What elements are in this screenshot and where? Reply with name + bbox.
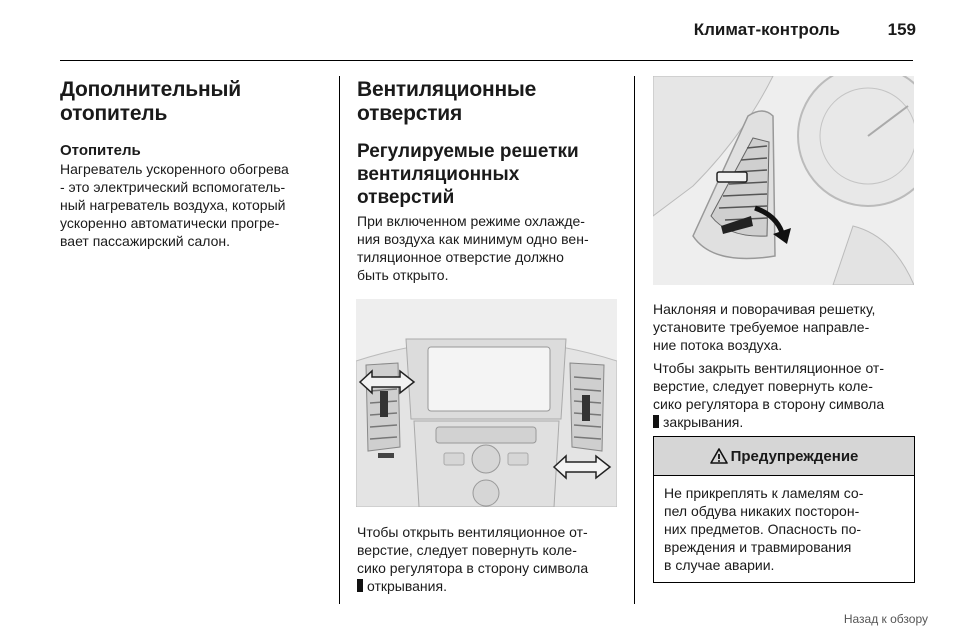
warning-title: Предупреждение (730, 447, 859, 465)
header-divider (60, 60, 913, 61)
heading-additional-heater: Дополнительный отопитель (60, 78, 241, 125)
open-vent-text-end: открывания. (367, 578, 447, 594)
warning-text: Не прикреплять к ламелям со- пел обдува никаких посторон- них предметов. Опасность по- вреждения и травмирования в случае аварии. (664, 485, 864, 573)
page-number: 159 (887, 20, 916, 39)
warning-triangle-icon (710, 448, 728, 464)
section-title: Климат-контроль (693, 20, 840, 39)
heading-air-vents: Вентиляционные отверстия (357, 78, 537, 125)
warning-box (653, 436, 915, 583)
column-divider-1 (339, 76, 340, 604)
warning-header (654, 437, 914, 476)
column-2 (357, 78, 627, 284)
close-vent-text-end: закрывания. (663, 414, 744, 430)
close-vent-text: Чтобы закрыть вентиляционное от- верстие, следует повернуть коле- сико регулятора в сторону символа (653, 360, 885, 412)
open-symbol-icon (357, 579, 363, 592)
column-3-text (653, 300, 923, 431)
open-vent-caption (357, 523, 627, 595)
column-1 (60, 78, 330, 250)
dashboard-vents-illustration (356, 299, 617, 507)
subheading-heater: Отопитель (60, 142, 141, 159)
subheading-adjustable-vents: Регулируемые решетки вентиляционных отверстий (357, 141, 579, 208)
adjust-direction-paragraph: Наклоняя и поворачивая решетку, установите требуемое направле- ние потока воздуха. (653, 301, 876, 353)
heater-paragraph: Нагреватель ускоренного обогрева - это электрический вспомогатель- ный нагреватель воздуха, который ускоренно автоматически прогре- вает пассажирский салон. (60, 161, 289, 249)
vents-paragraph: При включенном режиме охлажде- ния воздуха как минимум одно вен- тиляционное отверстие должно быть открыто. (357, 213, 589, 283)
open-vent-text: Чтобы открыть вентиляционное от- верстие, следует повернуть коле- сико регулятора в сторону символа (357, 524, 589, 576)
side-vent-illustration (653, 76, 914, 285)
column-divider-2 (634, 76, 635, 604)
back-to-overview-link[interactable]: Назад к обзору (843, 612, 928, 626)
close-symbol-icon (653, 415, 659, 428)
